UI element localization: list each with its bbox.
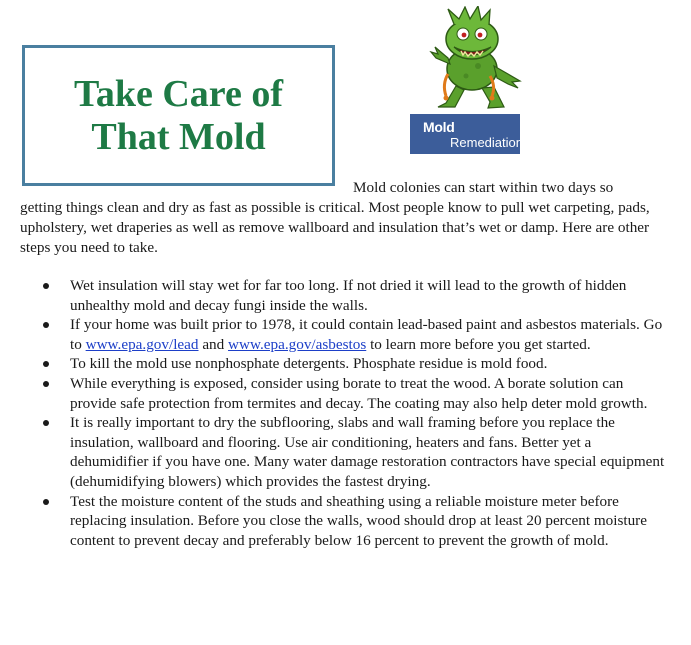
- badge-word-mold: Mold: [423, 119, 455, 135]
- list-item: [0, 492, 691, 551]
- epa-lead-link[interactable]: www.epa.gov/lead: [85, 335, 199, 353]
- epa-asbestos-link[interactable]: www.epa.gov/asbestos: [228, 335, 367, 353]
- list-item-text-after: to learn more before you get started.: [366, 335, 591, 353]
- steps-list: [0, 276, 691, 550]
- list-item-text: It is really important to dry the subflooring, slabs and wall framing before you replace the insulation, wallboard and flooring. Use air conditioning, heaters and fans. Better yet a dehumidifier if you have one. Many water damage restoration contractors have special equipment (dehumidifying blowers) which provides the fastest drying.: [70, 414, 665, 490]
- badge-word-remediation: Remediation: [450, 135, 523, 150]
- title-line-2: That Mold: [91, 115, 266, 158]
- mold-monster-icon: [428, 6, 524, 110]
- intro-continuation: getting things clean and dry as fast as possible is critical. Most people know to pull wet carpeting, pads, upholstery, wet draperies as well as remove wallboard and insulation that’s wet or damp. Here are other steps you need to take.: [20, 199, 650, 256]
- list-item: [0, 315, 691, 354]
- list-item: [0, 374, 691, 413]
- list-item-text: While everything is exposed, consider using borate to treat the wood. A borate solution can provide safe protection from termites and decay. The coating may also help deter mold growth.: [70, 374, 648, 412]
- list-item-text-middle: and: [198, 335, 229, 353]
- title-box: [22, 45, 335, 186]
- list-item-text: To kill the mold use nonphosphate detergents. Phosphate residue is mold food.: [70, 355, 548, 373]
- mold-remediation-badge: [410, 114, 523, 154]
- title-line-1: Take Care of: [74, 72, 283, 115]
- list-item: [0, 413, 691, 491]
- intro-paragraph: [20, 178, 670, 258]
- list-item: [0, 276, 691, 315]
- list-item-text: Test the moisture content of the studs and sheathing using a reliable moisture meter before replacing insulation. Before you close the walls, wood should drop at least 20 percent moisture content to prevent decay and preferably below 16 percent to prevent the growth of mold.: [70, 492, 647, 549]
- intro-first-line: Mold colonies can start within two days so: [353, 179, 614, 196]
- list-item: [0, 354, 691, 374]
- list-item-text: Wet insulation will stay wet for far too long. If not dried it will lead to the growth of hidden unhealthy mold and decay fungi inside the walls.: [70, 277, 627, 314]
- list-item-text-before: If your home was built prior to 1978, it could contain lead-based paint and asbestos materials. Go to: [70, 316, 663, 353]
